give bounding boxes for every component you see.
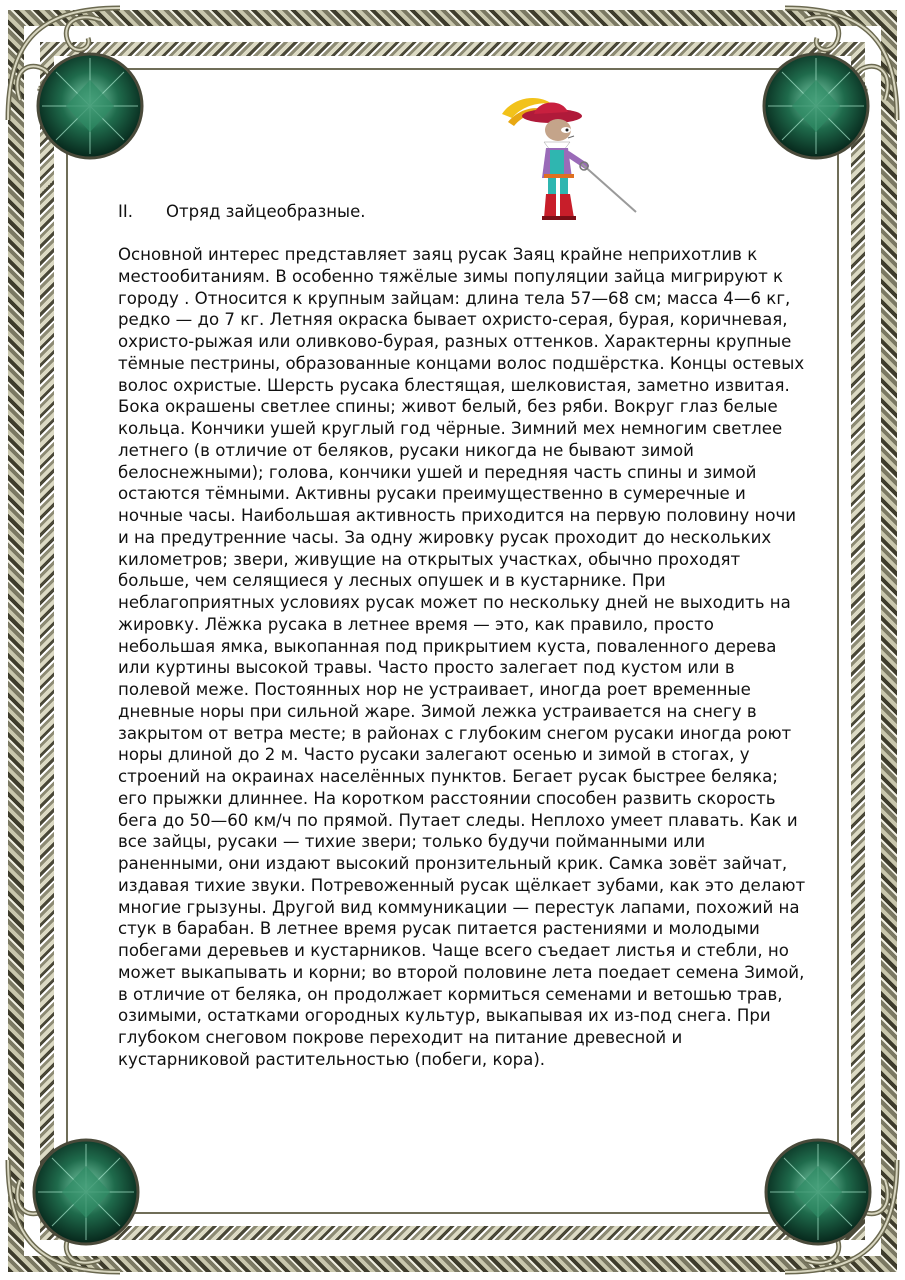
emerald-gem-icon — [34, 50, 146, 162]
section-title: Отряд зайцеобразные. — [166, 202, 366, 221]
musketeer-cat-illustration — [494, 94, 644, 224]
emerald-gem-icon — [30, 1136, 142, 1248]
emerald-gem-icon — [762, 1136, 874, 1248]
body-paragraph: Основной интерес представляет заяц русак Заяц крайне неприхотлив к местообитаниям. В особенно тяжёлые зимы популяции зайца мигрируют к городу . Относится к крупным зайцам: длина тела 57—68 см; масса 4—6 кг, редко — до 7 кг. Летняя окраска бывает охристо-серая, бурая, коричневая, охристо-рыжая или оливково-бурая, разных оттенков. Характерны крупные тёмные пестрины, образованные концами волос подшёрстка. Концы остевых волос охристые. Шерсть русака блестящая, шелковистая, заметно извитая. Бока окрашены светлее спины; живот белый, без ряби. Вокруг глаз белые кольца. Кончики ушей круглый год чёрные. Зимний мех немногим светлее летнего (в отличие от беляков, русаки никогда не бывают зимой белоснежными); голова, кончики ушей и передняя часть спины и зимой остаются тёмными. Активны русаки преимущественно в сумеречные и ночные часы. Наибольшая активность приходится на первую половину ночи и на предутренние часы. За одну жировку русак проходит до нескольких километров; звери, живущие на открытых участках, обычно проходят больше, чем селящиеся у лесных опушек и в кустарнике. При неблагоприятных условиях русак может по нескольку дней не выходить на жировку. Лёжка русака в летнее время — это, как правило, просто небольшая ямка, выкопанная под прикрытием куста, поваленного дерева или куртины высокой травы. Часто просто залегает под кустом или в полевой меже. Постоянных нор не устраивает, иногда роет временные дневные норы при сильной жаре. Зимой лежка устраивается на снегу в закрытом от ветра месте; в районах с глубоким снегом русаки иногда роют норы длиной до 2 м. Часто русаки залегают осенью и зимой в стогах, у строений на окраинах населённых пунктов. Бегает русак быстрее беляка; его прыжки длиннее. На коротком расстоянии способен развить скорость бега до 50—60 км/ч по прямой. Путает следы. Неплохо умеет плавать. Как и все зайцы, русаки — тихие звери; только будучи пойманными или раненными, они издают высокий пронзительный крик. Самка зовёт зайчат, издавая тихие звуки. Потревоженный русак щёлкает зубами, как это делают многие грызуны. Другой вид коммуникации — перестук лапами, похожий на стук в барабан. В летнее время русак питается растениями и молодыми побегами деревьев и кустарников. Чаще всего съедает листья и стебли, но может выкапывать и корни; во второй половине лета поедает семена Зимой, в отличие от беляка, он продолжает кормиться семенами и ветошью трав, озимыми, остатками огородных культур, выкапывая их из-под снега. При глубоком снеговом покрове переходит на питание древесной и кустарниковой растительностью (побеги, кора). — [118, 245, 806, 1069]
emerald-gem-icon — [760, 50, 872, 162]
section-heading — [118, 202, 365, 221]
section-number: II. — [118, 202, 133, 221]
